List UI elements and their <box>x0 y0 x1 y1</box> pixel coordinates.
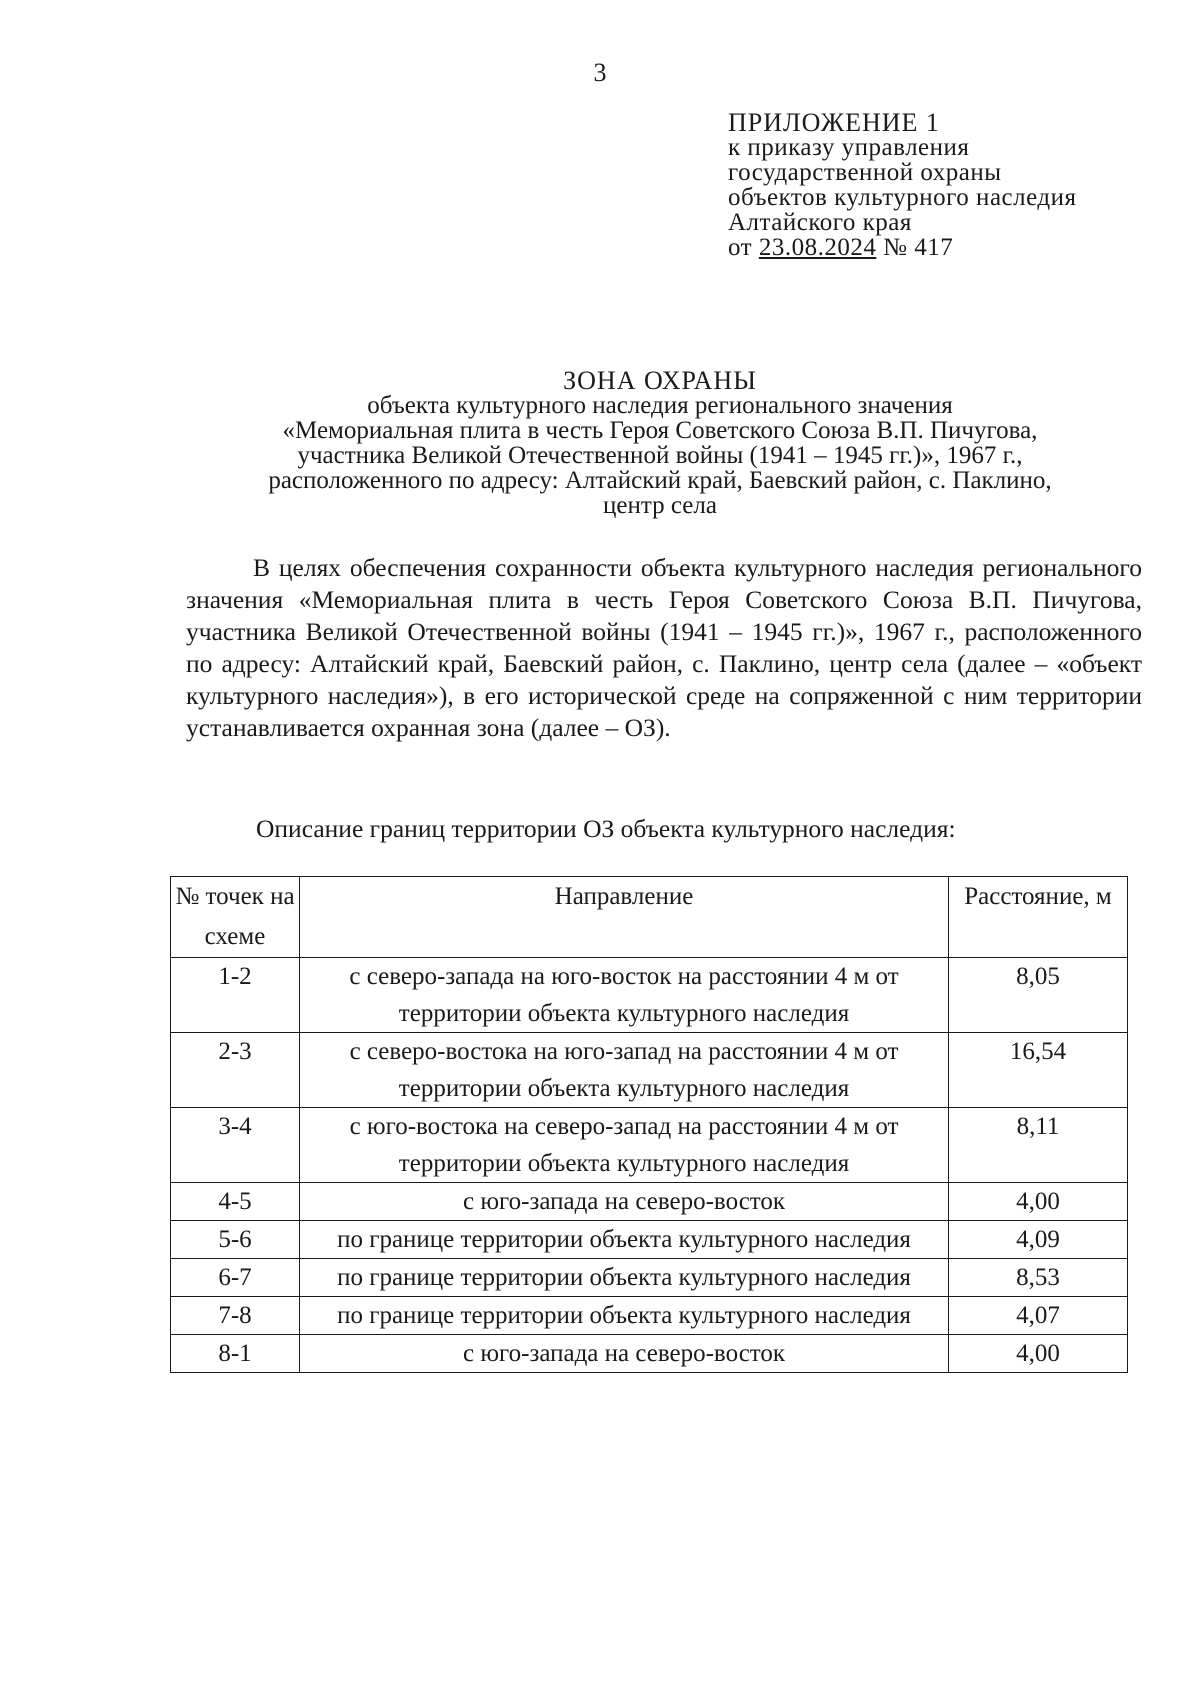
table-row <box>171 1108 1128 1183</box>
boundary-table <box>170 876 1128 1373</box>
cell-direction: с юго-запада на северо-восток <box>300 1335 949 1373</box>
table-header-row <box>171 877 1128 958</box>
header-points: № точек на схеме <box>171 877 300 958</box>
table-row <box>171 1335 1128 1373</box>
cell-direction: с юго-запада на северо-восток <box>300 1183 949 1221</box>
cell-distance: 16,54 <box>949 1033 1128 1108</box>
zone-title: ЗОНА ОХРАНЫ <box>563 366 757 395</box>
cell-points: 1-2 <box>171 958 300 1033</box>
cell-points: 8-1 <box>171 1335 300 1373</box>
header-direction: Направление <box>300 877 949 958</box>
appendix-line: объектов культурного наследия <box>728 184 1077 211</box>
date-prefix: от <box>728 234 753 261</box>
appendix-date-line <box>728 235 1168 260</box>
header-distance: Расстояние, м <box>949 877 1128 958</box>
cell-points: 7-8 <box>171 1297 300 1335</box>
cell-distance: 4,00 <box>949 1335 1128 1373</box>
table-caption: Описание границ территории ОЗ объекта культурного наследия: <box>256 814 956 843</box>
intro-paragraph: В целях обеспечения сохранности объекта культурного наследия регионального значения «Мемориальная плита в честь Героя Советского Союза В.П. Пичугова, участника Великой Отечественной войны (1941 – 1945 гг.)», 1967 г., расположенного по адресу: Алтайский край, Баевский район, с. Паклино, центр села (далее – «объект культурного наследия»), в его исторической среде на сопряженной с ним территории устанавливается охранная зона (далее – ОЗ). <box>186 553 1142 742</box>
appendix-block <box>728 110 1168 260</box>
order-number: № 417 <box>883 234 954 261</box>
zone-heading-line: объекта культурного наследия регионального значения <box>367 392 953 419</box>
cell-points: 5-6 <box>171 1221 300 1259</box>
zone-heading <box>150 368 1170 518</box>
cell-distance: 8,53 <box>949 1259 1128 1297</box>
cell-direction: по границе территории объекта культурного наследия <box>300 1221 949 1259</box>
cell-direction: по границе территории объекта культурного наследия <box>300 1297 949 1335</box>
cell-points: 4-5 <box>171 1183 300 1221</box>
zone-heading-line: центр села <box>603 492 717 519</box>
appendix-title: ПРИЛОЖЕНИЕ 1 <box>728 108 940 137</box>
table-row <box>171 1183 1128 1221</box>
zone-heading-line: участника Великой Отечественной войны (1941 – 1945 гг.)», 1967 г., <box>297 442 1023 469</box>
cell-distance: 4,09 <box>949 1221 1128 1259</box>
cell-points: 3-4 <box>171 1108 300 1183</box>
table-row <box>171 1221 1128 1259</box>
zone-heading-line: расположенного по адресу: Алтайский край, Баевский район, с. Паклино, <box>268 467 1052 494</box>
table-row <box>171 1259 1128 1297</box>
appendix-line: государственной охраны <box>728 159 1002 186</box>
cell-distance: 8,11 <box>949 1108 1128 1183</box>
table-row <box>171 1033 1128 1108</box>
page-number: 3 <box>593 58 607 87</box>
appendix-line: Алтайского края <box>728 209 912 236</box>
appendix-line: к приказу управления <box>728 134 970 161</box>
cell-points: 6-7 <box>171 1259 300 1297</box>
table-row <box>171 958 1128 1033</box>
cell-distance: 4,00 <box>949 1183 1128 1221</box>
cell-points: 2-3 <box>171 1033 300 1108</box>
cell-distance: 8,05 <box>949 958 1128 1033</box>
cell-direction: с северо-востока на юго-запад на расстоянии 4 м от территории объекта культурного наследия <box>300 1033 949 1108</box>
cell-distance: 4,07 <box>949 1297 1128 1335</box>
order-date: 23.08.2024 <box>758 234 877 261</box>
zone-heading-line: «Мемориальная плита в честь Героя Советского Союза В.П. Пичугова, <box>282 417 1038 444</box>
cell-direction: с северо-запада на юго-восток на расстоянии 4 м от территории объекта культурного наследия <box>300 958 949 1033</box>
cell-direction: по границе территории объекта культурного наследия <box>300 1259 949 1297</box>
table-row <box>171 1297 1128 1335</box>
cell-direction: с юго-востока на северо-запад на расстоянии 4 м от территории объекта культурного наследия <box>300 1108 949 1183</box>
